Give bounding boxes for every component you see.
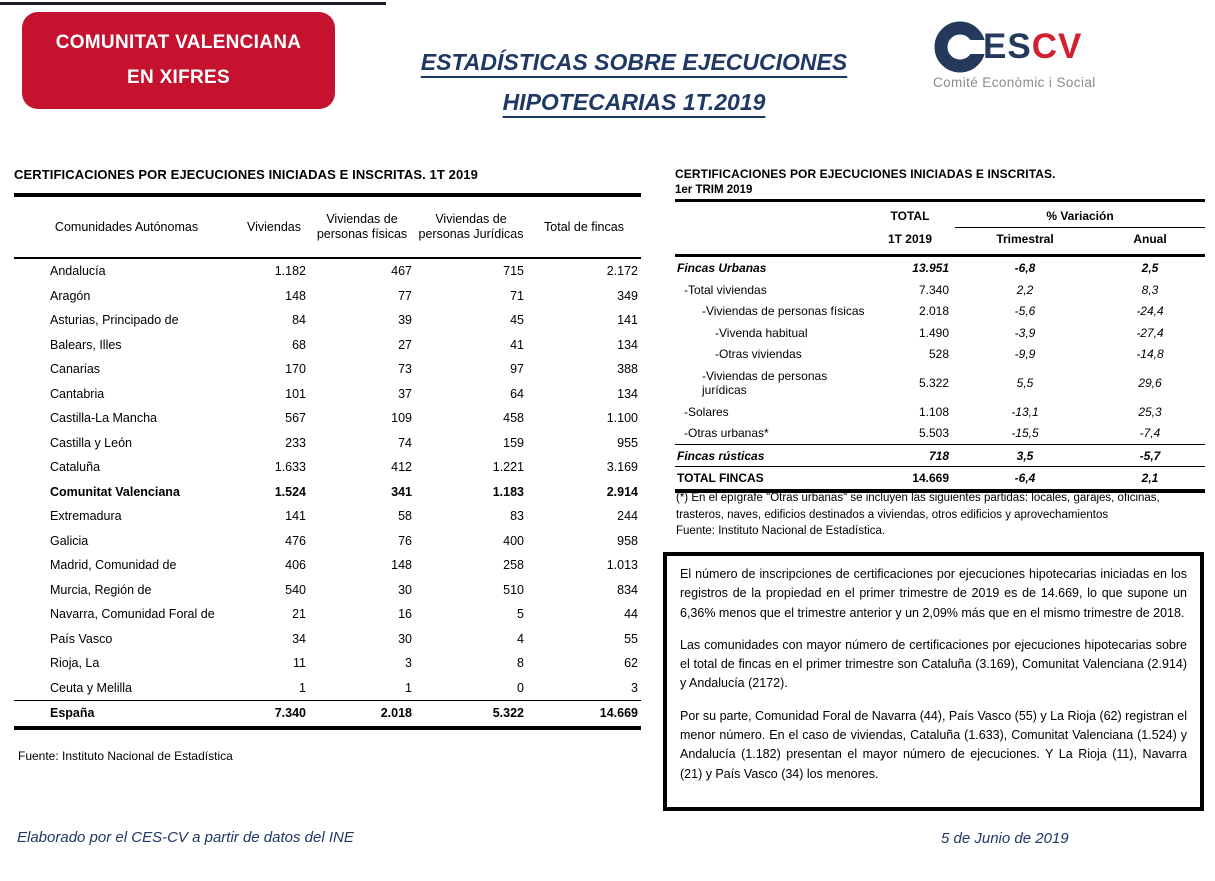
value-cell: 141 [285, 509, 306, 523]
value-cell: 30 [398, 582, 412, 597]
left-table-body [14, 258, 641, 728]
regions-table-header-row [14, 195, 641, 258]
value-cell: 406 [285, 558, 306, 572]
page-title-line2: HIPOTECARIAS 1T.2019 [502, 89, 766, 115]
table-row [14, 357, 641, 382]
value-cell: 45 [510, 313, 524, 327]
value-cell: 39 [398, 313, 412, 327]
anual-value-cell: -24,4 [1136, 304, 1164, 319]
value-cell: 77 [398, 288, 412, 303]
table-row [14, 701, 641, 728]
col-header-anual: Anual [1095, 228, 1205, 256]
value-cell: 3.169 [606, 460, 638, 474]
category-label-cell: -Otras viviendas [715, 347, 802, 362]
value-cell: 71 [510, 288, 524, 303]
table-row [14, 308, 641, 333]
value-cell: 97 [510, 362, 524, 376]
category-label-cell: -Vivenda habitual [715, 325, 808, 340]
value-cell: 37 [398, 386, 412, 401]
region-name-cell: Navarra, Comunidad Foral de [50, 607, 215, 621]
table-row [14, 553, 641, 578]
table-row [14, 382, 641, 407]
top-rule [0, 2, 386, 5]
table-row [14, 651, 641, 676]
value-cell: 1.100 [606, 411, 638, 425]
value-cell: 3 [631, 680, 638, 695]
value-cell: 159 [503, 435, 524, 450]
summary-box [663, 552, 1204, 811]
badge-line2: EN XIFRES [127, 67, 230, 89]
total-value-cell: 5.322 [918, 375, 949, 390]
trimestral-value-cell: -13,1 [1011, 404, 1039, 419]
table-row [14, 333, 641, 358]
value-cell: 1.183 [492, 484, 524, 499]
anual-value-cell: -27,4 [1136, 325, 1164, 340]
col-header-trimestral: Trimestral [955, 228, 1095, 256]
value-cell: 141 [617, 313, 638, 327]
value-cell: 412 [391, 460, 412, 474]
value-cell: 55 [624, 631, 638, 646]
value-cell: 715 [503, 264, 524, 278]
value-cell: 400 [503, 533, 524, 548]
footer-date: 5 de Junio de 2019 [941, 830, 1069, 847]
category-label-cell: Fincas Urbanas [677, 261, 767, 275]
table-row [675, 256, 1205, 279]
table-row [675, 365, 1205, 401]
table-row [675, 467, 1205, 491]
value-cell: 8 [517, 656, 524, 670]
value-cell: 233 [285, 435, 306, 450]
category-label-cell: TOTAL FINCAS [675, 467, 865, 491]
left-table-title: CERTIFICACIONES POR EJECUCIONES INICIADAS E INSCRITAS. 1T 2019 [14, 167, 478, 182]
logo-text-cv: CV [1031, 27, 1083, 66]
value-cell: 134 [617, 337, 638, 352]
table-row [14, 676, 641, 701]
total-value-cell: 14.669 [865, 467, 955, 491]
category-label-cell: -Solares [684, 404, 729, 419]
value-cell: 16 [398, 607, 412, 621]
category-label-cell: Fincas rústicas [675, 444, 865, 467]
regions-table [14, 193, 641, 730]
page-title [378, 42, 890, 122]
table-row [14, 431, 641, 456]
value-cell: 148 [391, 558, 412, 572]
trimestral-value-cell: -6,8 [1014, 261, 1036, 275]
value-cell: 476 [285, 533, 306, 548]
col-header-total-fincas: Total de fincas [527, 195, 641, 258]
totals-header-row2 [675, 228, 1205, 256]
value-cell: 388 [617, 362, 638, 376]
region-name-cell: Andalucía [50, 264, 106, 278]
table-row [14, 406, 641, 431]
value-cell: 4 [517, 631, 524, 646]
category-label-cell: -Otras urbanas* [684, 426, 769, 441]
region-name-cell: Aragón [50, 288, 91, 303]
value-cell: 349 [617, 288, 638, 303]
table-row [14, 504, 641, 529]
trimestral-value-cell: 5,5 [1016, 375, 1034, 390]
col-header-comunidades: Comunidades Autónomas [14, 195, 239, 258]
page-title-line1: ESTADÍSTICAS SOBRE EJECUCIONES [420, 49, 848, 75]
col-header-variacion: % Variación [955, 201, 1205, 228]
region-name-cell: Murcia, Región de [50, 582, 152, 597]
value-cell: 76 [398, 533, 412, 548]
empty-header-cell [675, 228, 865, 256]
value-cell: 11 [293, 656, 306, 670]
total-value-cell: 13.951 [912, 261, 949, 275]
right-table-subtitle: 1er TRIM 2019 [675, 184, 753, 196]
region-name-cell: Rioja, La [50, 656, 100, 670]
value-cell: 1.524 [274, 484, 306, 499]
value-cell: 83 [510, 509, 524, 523]
table-row [14, 258, 641, 284]
anual-value-cell: -7,4 [1139, 426, 1161, 441]
region-name-cell: Canarias [50, 362, 101, 376]
value-cell: 510 [503, 582, 524, 597]
cescv-c-icon [933, 20, 987, 74]
region-name-cell: Asturias, Principado de [50, 313, 179, 327]
value-cell: 567 [285, 411, 306, 425]
left-table-source: Fuente: Instituto Nacional de Estadística [18, 748, 233, 763]
trimestral-value-cell: -3,9 [1014, 325, 1036, 340]
footnote-note: (*) En el epígrafe "Otras urbanas" se incluyen las siguientes partidas: locales, garajes, oficinas, trasteros, naves, edificios destinados a viviendas, otros edificios y aprovechamientos [676, 492, 1160, 521]
category-label-cell: -Viviendas de personas físicas [702, 304, 865, 319]
table-row [14, 578, 641, 603]
total-value-cell: 1.108 [918, 404, 949, 419]
table-row [675, 401, 1205, 423]
region-name-cell: Cantabria [50, 386, 105, 401]
table-row [14, 602, 641, 627]
table-row [14, 529, 641, 554]
value-cell: 1 [405, 680, 412, 695]
totals-table [675, 199, 1205, 493]
value-cell: 0 [517, 680, 524, 695]
value-cell: 341 [391, 484, 412, 499]
value-cell: 44 [624, 607, 638, 621]
region-name-cell: Balears, Illes [50, 337, 122, 352]
table-row [14, 455, 641, 480]
value-cell: 3 [405, 656, 412, 670]
region-name-cell: Comunitat Valenciana [50, 484, 180, 499]
logo-subtitle: Comité Econòmic i Social [933, 75, 1096, 90]
right-table-title: CERTIFICACIONES POR EJECUCIONES INICIADAS E INSCRITAS. [675, 167, 1056, 181]
value-cell: 244 [617, 509, 638, 523]
trimestral-value-cell: 2,2 [1016, 282, 1034, 297]
value-cell: 5.322 [415, 701, 527, 728]
value-cell: 955 [617, 435, 638, 450]
value-cell: 58 [398, 509, 412, 523]
anual-value-cell: -5,7 [1095, 444, 1205, 467]
value-cell: 5 [517, 607, 524, 621]
footnote [676, 490, 1204, 540]
total-value-cell: 7.340 [918, 282, 949, 297]
region-name-cell: Castilla y León [50, 435, 132, 450]
value-cell: 1.013 [606, 558, 638, 572]
value-cell: 21 [292, 607, 306, 621]
value-cell: 1 [299, 680, 306, 695]
logo-text-es: ES [983, 27, 1032, 66]
table-row [675, 444, 1205, 467]
total-value-cell: 2.018 [918, 304, 949, 319]
table-row [675, 343, 1205, 365]
value-cell: 834 [617, 582, 638, 597]
trimestral-value-cell: -5,6 [1014, 304, 1036, 319]
value-cell: 2.914 [606, 484, 638, 499]
cescv-logo [933, 20, 1213, 90]
value-cell: 540 [285, 582, 306, 597]
anual-value-cell: -14,8 [1136, 347, 1164, 362]
empty-header-cell [675, 201, 865, 228]
anual-value-cell: 25,3 [1138, 404, 1162, 419]
summary-paragraph-1: El número de inscripciones de certificaciones por ejecuciones hipotecarias iniciadas en los registros de la propiedad en el primer trimestre de 2019 es de 14.669, lo que supone un 6,36% menos que el trimestre anterior y un 2,09% más que en el mismo trimestre de 2018. [680, 567, 1187, 620]
value-cell: 7.340 [239, 701, 309, 728]
region-name-cell: País Vasco [50, 631, 113, 646]
footnote-source: Fuente: Instituto Nacional de Estadística. [676, 525, 886, 537]
left-table-section [14, 167, 641, 763]
table-row [675, 279, 1205, 301]
value-cell: 2.172 [606, 264, 638, 278]
value-cell: 27 [398, 337, 412, 352]
value-cell: 74 [398, 435, 412, 450]
region-badge [22, 12, 335, 109]
category-label-cell: -Viviendas de personas jurídicas [702, 368, 828, 397]
trimestral-value-cell: 3,5 [955, 444, 1095, 467]
footer-credit: Elaborado por el CES-CV a partir de datos del INE [17, 829, 354, 846]
value-cell: 109 [391, 411, 412, 425]
region-name-cell: Galicia [50, 533, 89, 548]
col-header-fisicas: Viviendas de personas físicas [309, 195, 415, 258]
category-label-cell: -Total viviendas [684, 282, 767, 297]
table-row [675, 422, 1205, 444]
anual-value-cell: 8,3 [1141, 282, 1159, 297]
table-row [675, 300, 1205, 322]
value-cell: 41 [510, 337, 524, 352]
region-name-cell: Ceuta y Melilla [50, 680, 132, 695]
region-name-cell: Extremadura [50, 509, 122, 523]
trimestral-value-cell: -9,9 [1014, 347, 1036, 362]
value-cell: 1.182 [274, 264, 306, 278]
anual-value-cell: 2,5 [1141, 261, 1159, 275]
value-cell: 2.018 [309, 701, 415, 728]
trimestral-value-cell: -15,5 [1011, 426, 1039, 441]
value-cell: 30 [398, 631, 412, 646]
anual-value-cell: 2,1 [1095, 467, 1205, 491]
summary-paragraph-2: Las comunidades con mayor número de certificaciones por ejecuciones hipotecarias sobre el total de fincas en el primer trimestre son Cataluña (3.169), Comunitat Valenciana (2.914) y Andalucía (2172). [680, 637, 1187, 691]
value-cell: 170 [285, 362, 306, 376]
col-header-juridicas: Viviendas de personas Jurídicas [415, 195, 527, 258]
value-cell: 1.221 [492, 460, 524, 474]
value-cell: 134 [617, 386, 638, 401]
value-cell: 14.669 [527, 701, 641, 728]
region-name-cell: España [14, 701, 239, 728]
value-cell: 1.633 [274, 460, 306, 474]
region-name-cell: Madrid, Comunidad de [50, 558, 177, 572]
value-cell: 258 [503, 558, 524, 572]
col-header-viviendas: Viviendas [239, 195, 309, 258]
value-cell: 101 [285, 386, 306, 401]
region-name-cell: Cataluña [50, 460, 101, 474]
trimestral-value-cell: -6,4 [955, 467, 1095, 491]
value-cell: 62 [624, 656, 638, 670]
totals-header-row1 [675, 201, 1205, 228]
total-value-cell: 718 [865, 444, 955, 467]
value-cell: 34 [292, 631, 306, 646]
value-cell: 68 [292, 337, 306, 352]
total-value-cell: 5.503 [918, 426, 949, 441]
col-header-total: TOTAL [890, 209, 930, 224]
value-cell: 148 [285, 288, 306, 303]
value-cell: 458 [503, 411, 524, 425]
col-header-1t2019: 1T 2019 [865, 228, 955, 256]
anual-value-cell: 29,6 [1138, 375, 1162, 390]
value-cell: 467 [391, 264, 412, 278]
right-table-body [675, 256, 1205, 491]
table-row [14, 627, 641, 652]
right-table-section [675, 167, 1205, 493]
total-value-cell: 1.490 [918, 325, 949, 340]
table-row [14, 284, 641, 309]
value-cell: 84 [292, 313, 306, 327]
value-cell: 73 [398, 362, 412, 376]
value-cell: 958 [617, 533, 638, 548]
table-row [675, 322, 1205, 344]
total-value-cell: 528 [928, 347, 949, 362]
summary-paragraph-3: Por su parte, Comunidad Foral de Navarra (44), País Vasco (55) y La Rioja (62) registran el menor número. En el caso de viviendas, Cataluña (1.633), Comunitat Valenciana (1.524) y Andalucía (1.182) presentan el mayor número de ejecuciones. Y La Rioja (11), Navarra (21) y País Vasco (34) los menores. [680, 708, 1187, 781]
value-cell: 64 [510, 386, 524, 401]
region-name-cell: Castilla-La Mancha [50, 411, 157, 425]
badge-line1: COMUNITAT VALENCIANA [55, 31, 302, 53]
table-row [14, 480, 641, 505]
